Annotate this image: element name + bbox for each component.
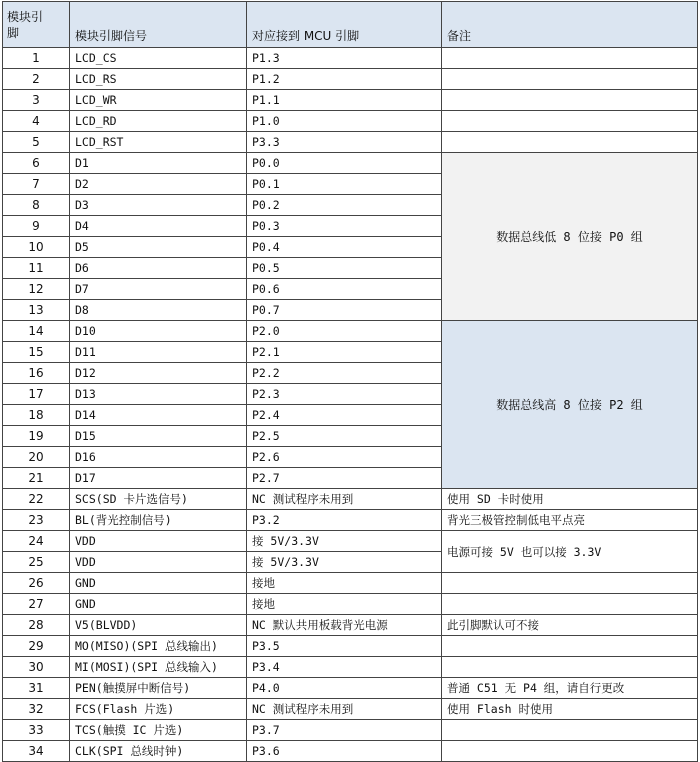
mcu-pin: NC 测试程序未用到 bbox=[247, 699, 442, 720]
pin-number: 11 bbox=[3, 258, 70, 279]
note-cell bbox=[442, 720, 698, 741]
mcu-pin: P3.5 bbox=[247, 636, 442, 657]
mcu-pin: P2.0 bbox=[247, 321, 442, 342]
pin-number: 9 bbox=[3, 216, 70, 237]
pin-signal: PEN(触摸屏中断信号) bbox=[70, 678, 247, 699]
pin-number: 1 bbox=[3, 48, 70, 69]
note-high-byte: 数据总线高 8 位接 P2 组 bbox=[442, 321, 698, 489]
table-row bbox=[3, 510, 698, 531]
note-flash: 使用 Flash 时使用 bbox=[442, 699, 698, 720]
note-sd-card: 使用 SD 卡时使用 bbox=[442, 489, 698, 510]
table-row bbox=[3, 132, 698, 153]
mcu-pin: NC 默认共用板载背光电源 bbox=[247, 615, 442, 636]
mcu-pin: P2.7 bbox=[247, 468, 442, 489]
pin-number: 17 bbox=[3, 384, 70, 405]
pin-signal: V5(BLVDD) bbox=[70, 615, 247, 636]
pin-signal: D15 bbox=[70, 426, 247, 447]
mcu-pin: P2.6 bbox=[247, 447, 442, 468]
note-cell bbox=[442, 741, 698, 762]
mcu-pin: P0.6 bbox=[247, 279, 442, 300]
table-row bbox=[3, 594, 698, 615]
mcu-pin: P3.6 bbox=[247, 741, 442, 762]
header-pin-line1: 模块引 bbox=[7, 9, 44, 24]
pin-number: 7 bbox=[3, 174, 70, 195]
pin-signal: MO(MISO)(SPI 总线输出) bbox=[70, 636, 247, 657]
mcu-pin: P1.1 bbox=[247, 90, 442, 111]
pin-signal: BL(背光控制信号) bbox=[70, 510, 247, 531]
pin-number: 26 bbox=[3, 573, 70, 594]
pin-number: 10 bbox=[3, 237, 70, 258]
pin-table-body bbox=[3, 48, 698, 762]
table-row bbox=[3, 48, 698, 69]
note-cell bbox=[442, 48, 698, 69]
note-backlight: 背光三极管控制低电平点亮 bbox=[442, 510, 698, 531]
pin-number: 29 bbox=[3, 636, 70, 657]
mcu-pin: P2.1 bbox=[247, 342, 442, 363]
pin-number: 33 bbox=[3, 720, 70, 741]
mcu-pin: P0.3 bbox=[247, 216, 442, 237]
note-cell bbox=[442, 594, 698, 615]
table-row bbox=[3, 69, 698, 90]
header-pin-line2: 脚 bbox=[7, 25, 20, 40]
pin-number: 18 bbox=[3, 405, 70, 426]
pin-number: 28 bbox=[3, 615, 70, 636]
mcu-pin: P2.5 bbox=[247, 426, 442, 447]
note-cell bbox=[442, 90, 698, 111]
pin-signal: LCD_RST bbox=[70, 132, 247, 153]
pin-signal: D13 bbox=[70, 384, 247, 405]
pin-signal: FCS(Flash 片选) bbox=[70, 699, 247, 720]
mcu-pin: 接 5V/3.3V bbox=[247, 552, 442, 573]
pin-signal: GND bbox=[70, 573, 247, 594]
table-row bbox=[3, 531, 698, 552]
table-row bbox=[3, 615, 698, 636]
table-row bbox=[3, 741, 698, 762]
mcu-pin: P1.0 bbox=[247, 111, 442, 132]
pin-signal: D3 bbox=[70, 195, 247, 216]
mcu-pin: P1.2 bbox=[247, 69, 442, 90]
pin-number: 12 bbox=[3, 279, 70, 300]
pin-signal: D2 bbox=[70, 174, 247, 195]
note-cell bbox=[442, 636, 698, 657]
mcu-pin: P2.2 bbox=[247, 363, 442, 384]
mcu-pin: 接 5V/3.3V bbox=[247, 531, 442, 552]
pin-signal: D10 bbox=[70, 321, 247, 342]
pin-number: 20 bbox=[3, 447, 70, 468]
mcu-pin: P3.4 bbox=[247, 657, 442, 678]
table-row bbox=[3, 573, 698, 594]
table-row bbox=[3, 699, 698, 720]
pin-number: 6 bbox=[3, 153, 70, 174]
pin-signal: LCD_RS bbox=[70, 69, 247, 90]
note-power: 电源可接 5V 也可以接 3.3V bbox=[442, 531, 698, 573]
mcu-pin: P0.4 bbox=[247, 237, 442, 258]
mcu-pin: P2.4 bbox=[247, 405, 442, 426]
pin-number: 16 bbox=[3, 363, 70, 384]
pin-signal: D6 bbox=[70, 258, 247, 279]
table-row bbox=[3, 636, 698, 657]
pin-signal: D1 bbox=[70, 153, 247, 174]
mcu-pin: P1.3 bbox=[247, 48, 442, 69]
pin-table-container bbox=[2, 1, 697, 762]
pin-signal: SCS(SD 卡片选信号) bbox=[70, 489, 247, 510]
note-p4: 普通 C51 无 P4 组，请自行更改 bbox=[442, 678, 698, 699]
table-row bbox=[3, 489, 698, 510]
table-row bbox=[3, 153, 698, 174]
table-row bbox=[3, 720, 698, 741]
note-cell bbox=[442, 111, 698, 132]
pin-number: 3 bbox=[3, 90, 70, 111]
mcu-pin: 接地 bbox=[247, 594, 442, 615]
note-low-byte: 数据总线低 8 位接 P0 组 bbox=[442, 153, 698, 321]
pin-number: 30 bbox=[3, 657, 70, 678]
pin-mapping-table bbox=[2, 1, 698, 762]
pin-signal: TCS(触摸 IC 片选) bbox=[70, 720, 247, 741]
header-row bbox=[3, 2, 698, 48]
pin-signal: D5 bbox=[70, 237, 247, 258]
pin-number: 31 bbox=[3, 678, 70, 699]
header-pin bbox=[3, 2, 70, 48]
pin-number: 2 bbox=[3, 69, 70, 90]
pin-signal: D17 bbox=[70, 468, 247, 489]
pin-signal: VDD bbox=[70, 552, 247, 573]
pin-number: 8 bbox=[3, 195, 70, 216]
pin-signal: LCD_CS bbox=[70, 48, 247, 69]
note-cell bbox=[442, 657, 698, 678]
pin-number: 4 bbox=[3, 111, 70, 132]
pin-signal: MI(MOSI)(SPI 总线输入) bbox=[70, 657, 247, 678]
mcu-pin: NC 测试程序未用到 bbox=[247, 489, 442, 510]
mcu-pin: P0.7 bbox=[247, 300, 442, 321]
mcu-pin: P0.2 bbox=[247, 195, 442, 216]
pin-signal: CLK(SPI 总线时钟) bbox=[70, 741, 247, 762]
pin-signal: D8 bbox=[70, 300, 247, 321]
pin-number: 15 bbox=[3, 342, 70, 363]
header-signal: 模块引脚信号 bbox=[70, 2, 247, 48]
pin-number: 13 bbox=[3, 300, 70, 321]
pin-signal: D4 bbox=[70, 216, 247, 237]
table-row bbox=[3, 657, 698, 678]
mcu-pin: P3.2 bbox=[247, 510, 442, 531]
mcu-pin: P0.0 bbox=[247, 153, 442, 174]
pin-number: 23 bbox=[3, 510, 70, 531]
table-row bbox=[3, 90, 698, 111]
pin-signal: LCD_RD bbox=[70, 111, 247, 132]
header-mcu: 对应接到 MCU 引脚 bbox=[247, 2, 442, 48]
pin-signal: D7 bbox=[70, 279, 247, 300]
pin-signal: D14 bbox=[70, 405, 247, 426]
mcu-pin: 接地 bbox=[247, 573, 442, 594]
mcu-pin: P4.0 bbox=[247, 678, 442, 699]
table-row bbox=[3, 111, 698, 132]
pin-number: 21 bbox=[3, 468, 70, 489]
pin-number: 19 bbox=[3, 426, 70, 447]
header-note: 备注 bbox=[442, 2, 698, 48]
note-cell bbox=[442, 132, 698, 153]
pin-number: 5 bbox=[3, 132, 70, 153]
mcu-pin: P3.3 bbox=[247, 132, 442, 153]
pin-number: 25 bbox=[3, 552, 70, 573]
pin-number: 22 bbox=[3, 489, 70, 510]
pin-number: 32 bbox=[3, 699, 70, 720]
pin-signal: VDD bbox=[70, 531, 247, 552]
note-cell bbox=[442, 69, 698, 90]
mcu-pin: P3.7 bbox=[247, 720, 442, 741]
mcu-pin: P0.5 bbox=[247, 258, 442, 279]
pin-number: 34 bbox=[3, 741, 70, 762]
pin-signal: D16 bbox=[70, 447, 247, 468]
pin-number: 27 bbox=[3, 594, 70, 615]
note-v5: 此引脚默认可不接 bbox=[442, 615, 698, 636]
pin-signal: LCD_WR bbox=[70, 90, 247, 111]
mcu-pin: P2.3 bbox=[247, 384, 442, 405]
mcu-pin: P0.1 bbox=[247, 174, 442, 195]
pin-number: 14 bbox=[3, 321, 70, 342]
pin-signal: D12 bbox=[70, 363, 247, 384]
pin-signal: D11 bbox=[70, 342, 247, 363]
pin-number: 24 bbox=[3, 531, 70, 552]
table-row bbox=[3, 678, 698, 699]
pin-signal: GND bbox=[70, 594, 247, 615]
table-row bbox=[3, 321, 698, 342]
note-cell bbox=[442, 573, 698, 594]
